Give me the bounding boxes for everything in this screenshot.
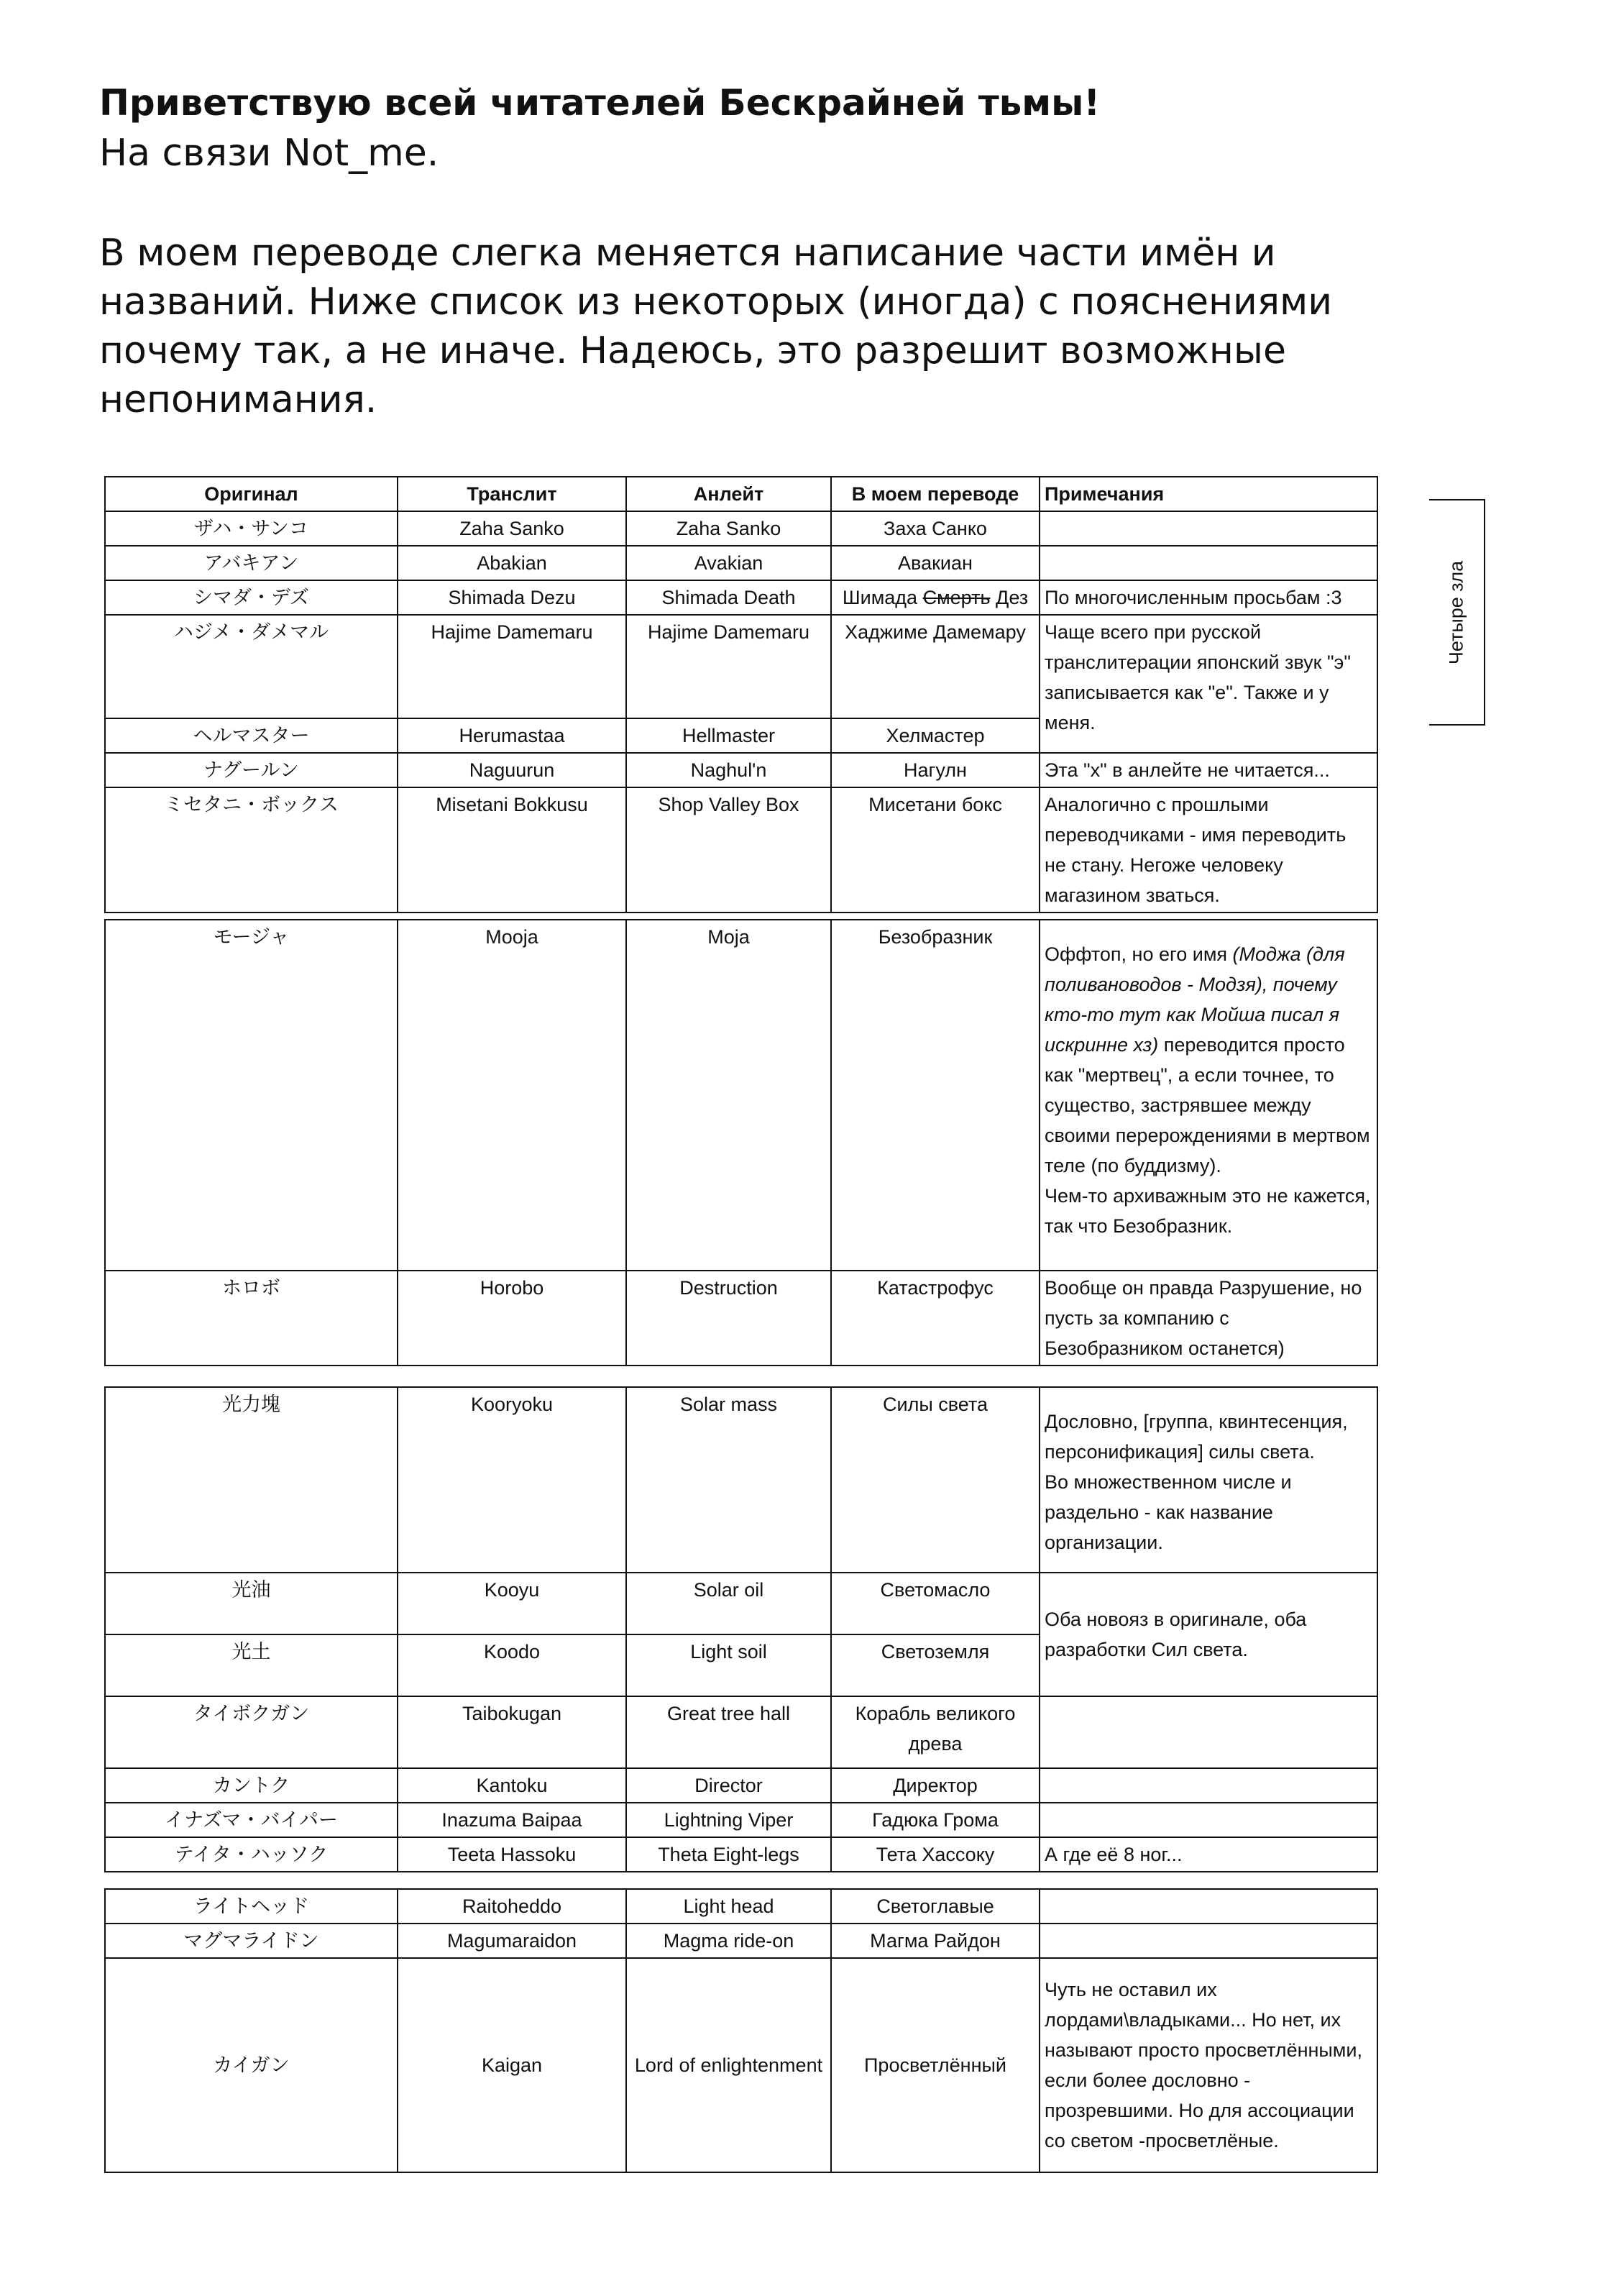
cell-english: Theta Eight-legs <box>626 1837 831 1872</box>
cell-translit: Kooyu <box>398 1573 626 1634</box>
cell-russian: Тета Хассоку <box>831 1837 1040 1872</box>
header-translit: Транслит <box>398 477 626 511</box>
table-row <box>105 1837 1377 1872</box>
greeting-heading: Приветствую всей читателей Бескрайней тьмы! <box>99 82 1101 124</box>
cell-english: Lightning Viper <box>626 1803 831 1837</box>
cell-translit: Kantoku <box>398 1768 626 1803</box>
cell-translit: Hajime Damemaru <box>398 615 626 718</box>
cell-note: Вообще он правда Разрушение, но пусть за компанию с Безобразником останется) <box>1040 1271 1377 1366</box>
cell-original: テイタ・ハッソク <box>105 1837 398 1872</box>
cell-english: Avakian <box>626 546 831 580</box>
cell-english: Director <box>626 1768 831 1803</box>
cell-note <box>1040 920 1377 1271</box>
cell-note: Эта "х" в анлейте не читается... <box>1040 753 1377 787</box>
header-original: Оригинал <box>105 477 398 511</box>
cell-translit: Horobo <box>398 1271 626 1366</box>
cell-english: Solar mass <box>626 1387 831 1573</box>
names-table-3 <box>104 1386 1378 1872</box>
cell-note <box>1040 1387 1377 1573</box>
cell-russian <box>831 580 1040 615</box>
names-table-4 <box>104 1888 1378 2173</box>
cell-original: カントク <box>105 1768 398 1803</box>
cell-note <box>1040 511 1377 546</box>
cell-original: ミセタニ・ボックス <box>105 787 398 913</box>
cell-translit: Inazuma Baipaa <box>398 1803 626 1837</box>
cell-original: 光力塊 <box>105 1387 398 1573</box>
cell-note: Чуть не оставил их лордами\владыками... Но нет, их называют просто просветлёнными, если более дословно - прозревшими. Но для ассоциации со светом -просветлёные. <box>1040 1958 1377 2172</box>
header-notes: Примечания <box>1040 477 1377 511</box>
table-row <box>105 1803 1377 1837</box>
cell-english: Light soil <box>626 1634 831 1696</box>
cell-translit: Raitoheddo <box>398 1889 626 1924</box>
intro-paragraph: В моем переводе слегка меняется написание части имён и названий. Ниже список из некоторых (иногда) с пояснениями почему так, а не иначе. Надеюсь, это разрешит возможные непонимания. <box>99 232 1333 421</box>
cell-original: カイガン <box>105 1958 398 2172</box>
names-table-1 <box>104 476 1378 913</box>
cell-original: ナグールン <box>105 753 398 787</box>
cell-english: Moja <box>626 920 831 1271</box>
table-row <box>105 615 1377 718</box>
cell-note: Чаще всего при русской транслитерации японский звук "э" записывается как "е". Также и у меня. <box>1040 615 1377 753</box>
cell-note <box>1040 1889 1377 1924</box>
russian-part-1: Шимада <box>842 587 918 608</box>
cell-english: Solar oil <box>626 1573 831 1634</box>
cell-translit: Kaigan <box>398 1958 626 2172</box>
cell-translit: Abakian <box>398 546 626 580</box>
cell-russian: Катастрофус <box>831 1271 1040 1366</box>
table-row <box>105 1958 1377 2172</box>
header-my-translation: В моем переводе <box>831 477 1040 511</box>
intro <box>99 78 1465 462</box>
note-text: Чем-то архиважным это не кажется, так что Безобразник. <box>1045 1185 1371 1237</box>
cell-english: Naghul'n <box>626 753 831 787</box>
table-row <box>105 1573 1377 1634</box>
cell-russian: Просветлённый <box>831 1958 1040 2172</box>
table-row <box>105 546 1377 580</box>
cell-russian: Мисетани бокс <box>831 787 1040 913</box>
note-text: Дословно, [группа, квинтесенция, персонификация] силы света. <box>1045 1411 1348 1463</box>
cell-russian: Нагулн <box>831 753 1040 787</box>
author-line: На связи Not_me. <box>99 132 439 175</box>
table-row <box>105 920 1377 1271</box>
cell-original: 光土 <box>105 1634 398 1696</box>
cell-english: Shop Valley Box <box>626 787 831 913</box>
table-row <box>105 511 1377 546</box>
cell-russian: Заха Санко <box>831 511 1040 546</box>
cell-note <box>1040 1768 1377 1803</box>
table-row <box>105 787 1377 913</box>
four-evils-bracket <box>1429 499 1485 726</box>
cell-russian: Светомасло <box>831 1573 1040 1634</box>
cell-translit: Teeta Hassoku <box>398 1837 626 1872</box>
struck-word: Смерть <box>922 587 991 608</box>
cell-note <box>1040 546 1377 580</box>
cell-english: Shimada Death <box>626 580 831 615</box>
cell-russian: Силы света <box>831 1387 1040 1573</box>
cell-original: タイボクガン <box>105 1696 398 1768</box>
cell-note <box>1040 1696 1377 1768</box>
cell-english: Magma ride-on <box>626 1924 831 1958</box>
cell-russian: Хаджиме Дамемару <box>831 615 1040 718</box>
cell-translit: Shimada Dezu <box>398 580 626 615</box>
cell-original: ライトヘッド <box>105 1889 398 1924</box>
cell-original: ホロボ <box>105 1271 398 1366</box>
cell-original: イナズマ・バイパー <box>105 1803 398 1837</box>
cell-translit: Herumastaa <box>398 718 626 753</box>
cell-note: Оба новояз в оригинале, оба разработки Сил света. <box>1040 1573 1377 1696</box>
note-text: Во множественном числе и раздельно - как название организации. <box>1045 1471 1292 1553</box>
table-row <box>105 753 1377 787</box>
cell-english: Light head <box>626 1889 831 1924</box>
cell-note: По многочисленным просьбам :3 <box>1040 580 1377 615</box>
cell-original: モージャ <box>105 920 398 1271</box>
cell-original: ザハ・サンコ <box>105 511 398 546</box>
cell-note: Аналогично с прошлыми переводчиками - имя переводить не стану. Негоже человеку магазином зваться. <box>1040 787 1377 913</box>
cell-russian: Хелмастер <box>831 718 1040 753</box>
cell-russian: Авакиан <box>831 546 1040 580</box>
cell-original: マグマライドン <box>105 1924 398 1958</box>
header-english: Анлейт <box>626 477 831 511</box>
note-text: Оффтоп, но его имя <box>1045 943 1233 965</box>
cell-note: А где её 8 ног... <box>1040 1837 1377 1872</box>
note-italic-aside: (Моджа (для поливановодов - Модзя), почему кто-то тут как Мойша писал я искринне хз) <box>1045 943 1345 1056</box>
cell-translit: Naguurun <box>398 753 626 787</box>
cell-translit: Koodo <box>398 1634 626 1696</box>
cell-original: アバキアン <box>105 546 398 580</box>
cell-original: シマダ・デズ <box>105 580 398 615</box>
note-text: переводится просто как "мертвец", а если точнее, то существо, застрявшее между своими перерождениями в мертвом теле (по буддизму). <box>1045 1034 1370 1176</box>
cell-original: ハジメ・ダメマル <box>105 615 398 718</box>
cell-english: Destruction <box>626 1271 831 1366</box>
cell-original: ヘルマスター <box>105 718 398 753</box>
names-table-2 <box>104 919 1378 1366</box>
table-row <box>105 1271 1377 1366</box>
cell-translit: Taibokugan <box>398 1696 626 1768</box>
table-row <box>105 1387 1377 1573</box>
table-row <box>105 1696 1377 1768</box>
cell-russian: Магма Райдон <box>831 1924 1040 1958</box>
cell-english: Hellmaster <box>626 718 831 753</box>
cell-translit: Magumaraidon <box>398 1924 626 1958</box>
cell-translit: Mooja <box>398 920 626 1271</box>
cell-english: Hajime Damemaru <box>626 615 831 718</box>
cell-russian: Директор <box>831 1768 1040 1803</box>
cell-translit: Misetani Bokkusu <box>398 787 626 913</box>
cell-english: Lord of enlightenment <box>626 1958 831 2172</box>
table-row <box>105 580 1377 615</box>
cell-note <box>1040 1803 1377 1837</box>
cell-russian: Гадюка Грома <box>831 1803 1040 1837</box>
cell-russian: Светоземля <box>831 1634 1040 1696</box>
table-header-row <box>105 477 1377 511</box>
cell-original: 光油 <box>105 1573 398 1634</box>
table-row <box>105 1924 1377 1958</box>
cell-russian: Безобразник <box>831 920 1040 1271</box>
four-evils-label: Четыре зла <box>1445 560 1467 664</box>
russian-part-2: Дез <box>996 587 1029 608</box>
cell-note <box>1040 1924 1377 1958</box>
cell-russian: Корабль великого древа <box>831 1696 1040 1768</box>
cell-english: Great tree hall <box>626 1696 831 1768</box>
table-row <box>105 1768 1377 1803</box>
table-row <box>105 1889 1377 1924</box>
cell-english: Zaha Sanko <box>626 511 831 546</box>
cell-translit: Zaha Sanko <box>398 511 626 546</box>
cell-translit: Kooryoku <box>398 1387 626 1573</box>
cell-russian: Светоглавые <box>831 1889 1040 1924</box>
